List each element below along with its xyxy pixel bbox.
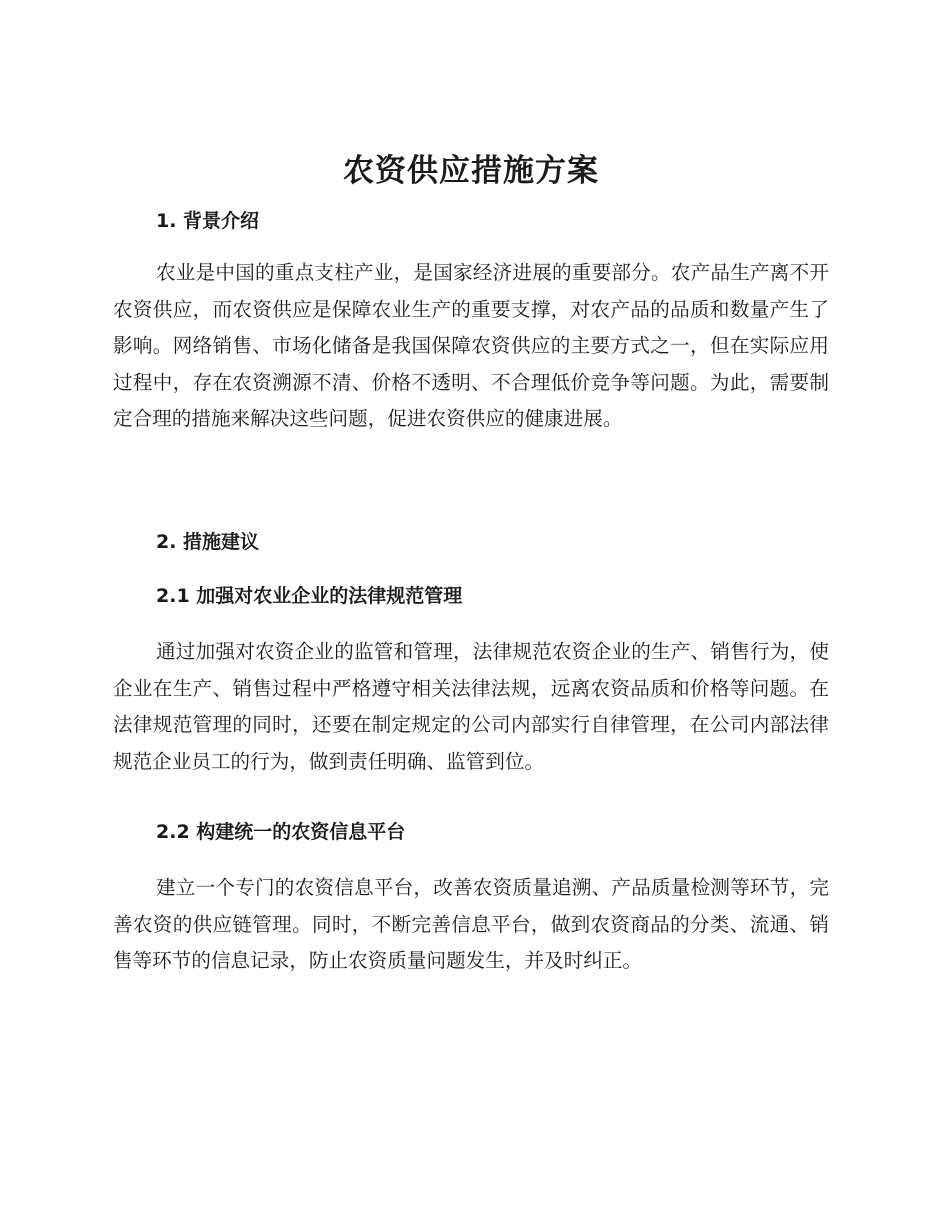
subsection-heading-legal-management: 2.1 加强对农业企业的法律规范管理 (156, 585, 463, 607)
paragraph-info-platform: 建立一个专门的农资信息平台，改善农资质量追溯、产品质量检测等环节，完善农资的供应链管理。同时，不断完善信息平台，做到农资商品的分类、流通、销售等环节的信息记录，防止农资质量问题发生，并及时纠正。 (113, 876, 829, 972)
section-heading-background: 1. 背景介绍 (156, 210, 260, 232)
document-title: 农资供应措施方案 (343, 153, 599, 189)
paragraph-legal-management: 通过加强对农资企业的监管和管理，法律规范农资企业的生产、销售行为，使企业在生产、销售过程中严格遵守相关法律法规，远离农资品质和价格等问题。在法律规范管理的同时，还要在制定规定的公司内部实行自律管理，在公司内部法律规范企业员工的行为，做到责任明确、监管到位。 (113, 640, 829, 773)
subsection-heading-info-platform: 2.2 构建统一的农资信息平台 (156, 821, 406, 843)
paragraph-background: 农业是中国的重点支柱产业，是国家经济进展的重要部分。农产品生产离不开农资供应，而农资供应是保障农业生产的重要支撑，对农产品的品质和数量产生了影响。网络销售、市场化储备是我国保障农资供应的主要方式之一，但在实际应用过程中，存在农资溯源不清、价格不透明、不合理低价竞争等问题。为此，需要制定合理的措施来解决这些问题，促进农资供应的健康进展。 (113, 261, 829, 430)
section-heading-measures: 2. 措施建议 (156, 531, 260, 553)
